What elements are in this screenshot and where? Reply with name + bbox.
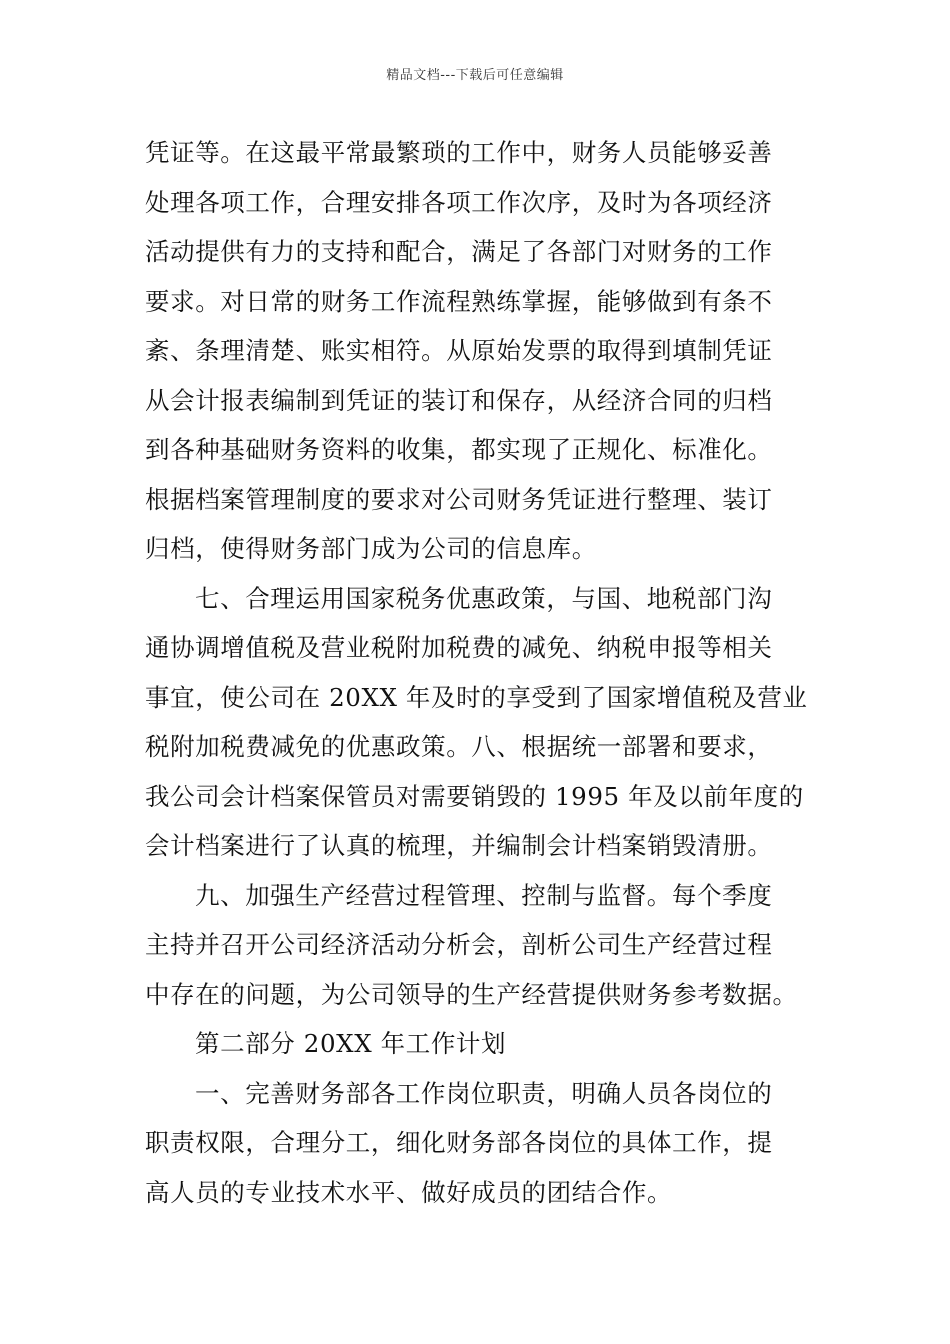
text-line: 活动提供有力的支持和配合，满足了各部门对财务的工作: [145, 237, 773, 266]
page-header: 精品文档---下载后可任意编辑: [386, 68, 564, 83]
text-line: 通协调增值税及营业税附加税费的减免、纳税申报等相关: [145, 633, 773, 662]
section-heading: 第二部分 20XX 年工作计划: [195, 1029, 507, 1058]
document-body: [145, 128, 810, 1217]
text-line: 主持并召开公司经济活动分析会，剖析公司生产经营过程: [145, 930, 773, 959]
text-line: 中存在的问题，为公司领导的生产经营提供财务参考数据。: [145, 979, 798, 1009]
text-line: 处理各项工作，合理安排各项工作次序，及时为各项经济: [145, 187, 773, 217]
text-line: 凭证等。在这最平常最繁琐的工作中，财务人员能够妥善: [145, 138, 773, 167]
text-line: 职责权限，合理分工，细化财务部各岗位的具体工作，提: [145, 1128, 773, 1157]
text-line: 到各种基础财务资料的收集，都实现了正规化、标准化。: [145, 435, 773, 464]
paragraph-start-line: 七、合理运用国家税务优惠政策，与国、地税部门沟: [195, 583, 773, 613]
text-line: 紊、条理清楚、账实相符。从原始发票的取得到填制凭证: [145, 336, 773, 365]
text-line: 会计档案进行了认真的梳理，并编制会计档案销毁清册。: [145, 831, 773, 860]
paragraph-start-line: 一、完善财务部各工作岗位职责，明确人员各岗位的: [195, 1078, 773, 1108]
text-line: 从会计报表编制到凭证的装订和保存，从经济合同的归档: [145, 385, 773, 415]
text-line: 税附加税费减免的优惠政策。八、根据统一部署和要求，: [145, 732, 773, 761]
text-line: 要求。对日常的财务工作流程熟练掌握，能够做到有条不: [145, 286, 773, 316]
text-line: 我公司会计档案保管员对需要销毁的 1995 年及以前年度的: [145, 781, 804, 811]
text-line: 根据档案管理制度的要求对公司财务凭证进行整理、装订: [145, 484, 773, 514]
paragraph-start-line: 九、加强生产经营过程管理、控制与监督。每个季度: [195, 880, 773, 910]
text-line: 归档，使得财务部门成为公司的信息库。: [145, 534, 597, 563]
text-line: 高人员的专业技术水平、做好成员的团结合作。: [145, 1177, 673, 1207]
text-line: 事宜，使公司在 20XX 年及时的享受到了国家增值税及营业: [145, 682, 808, 712]
